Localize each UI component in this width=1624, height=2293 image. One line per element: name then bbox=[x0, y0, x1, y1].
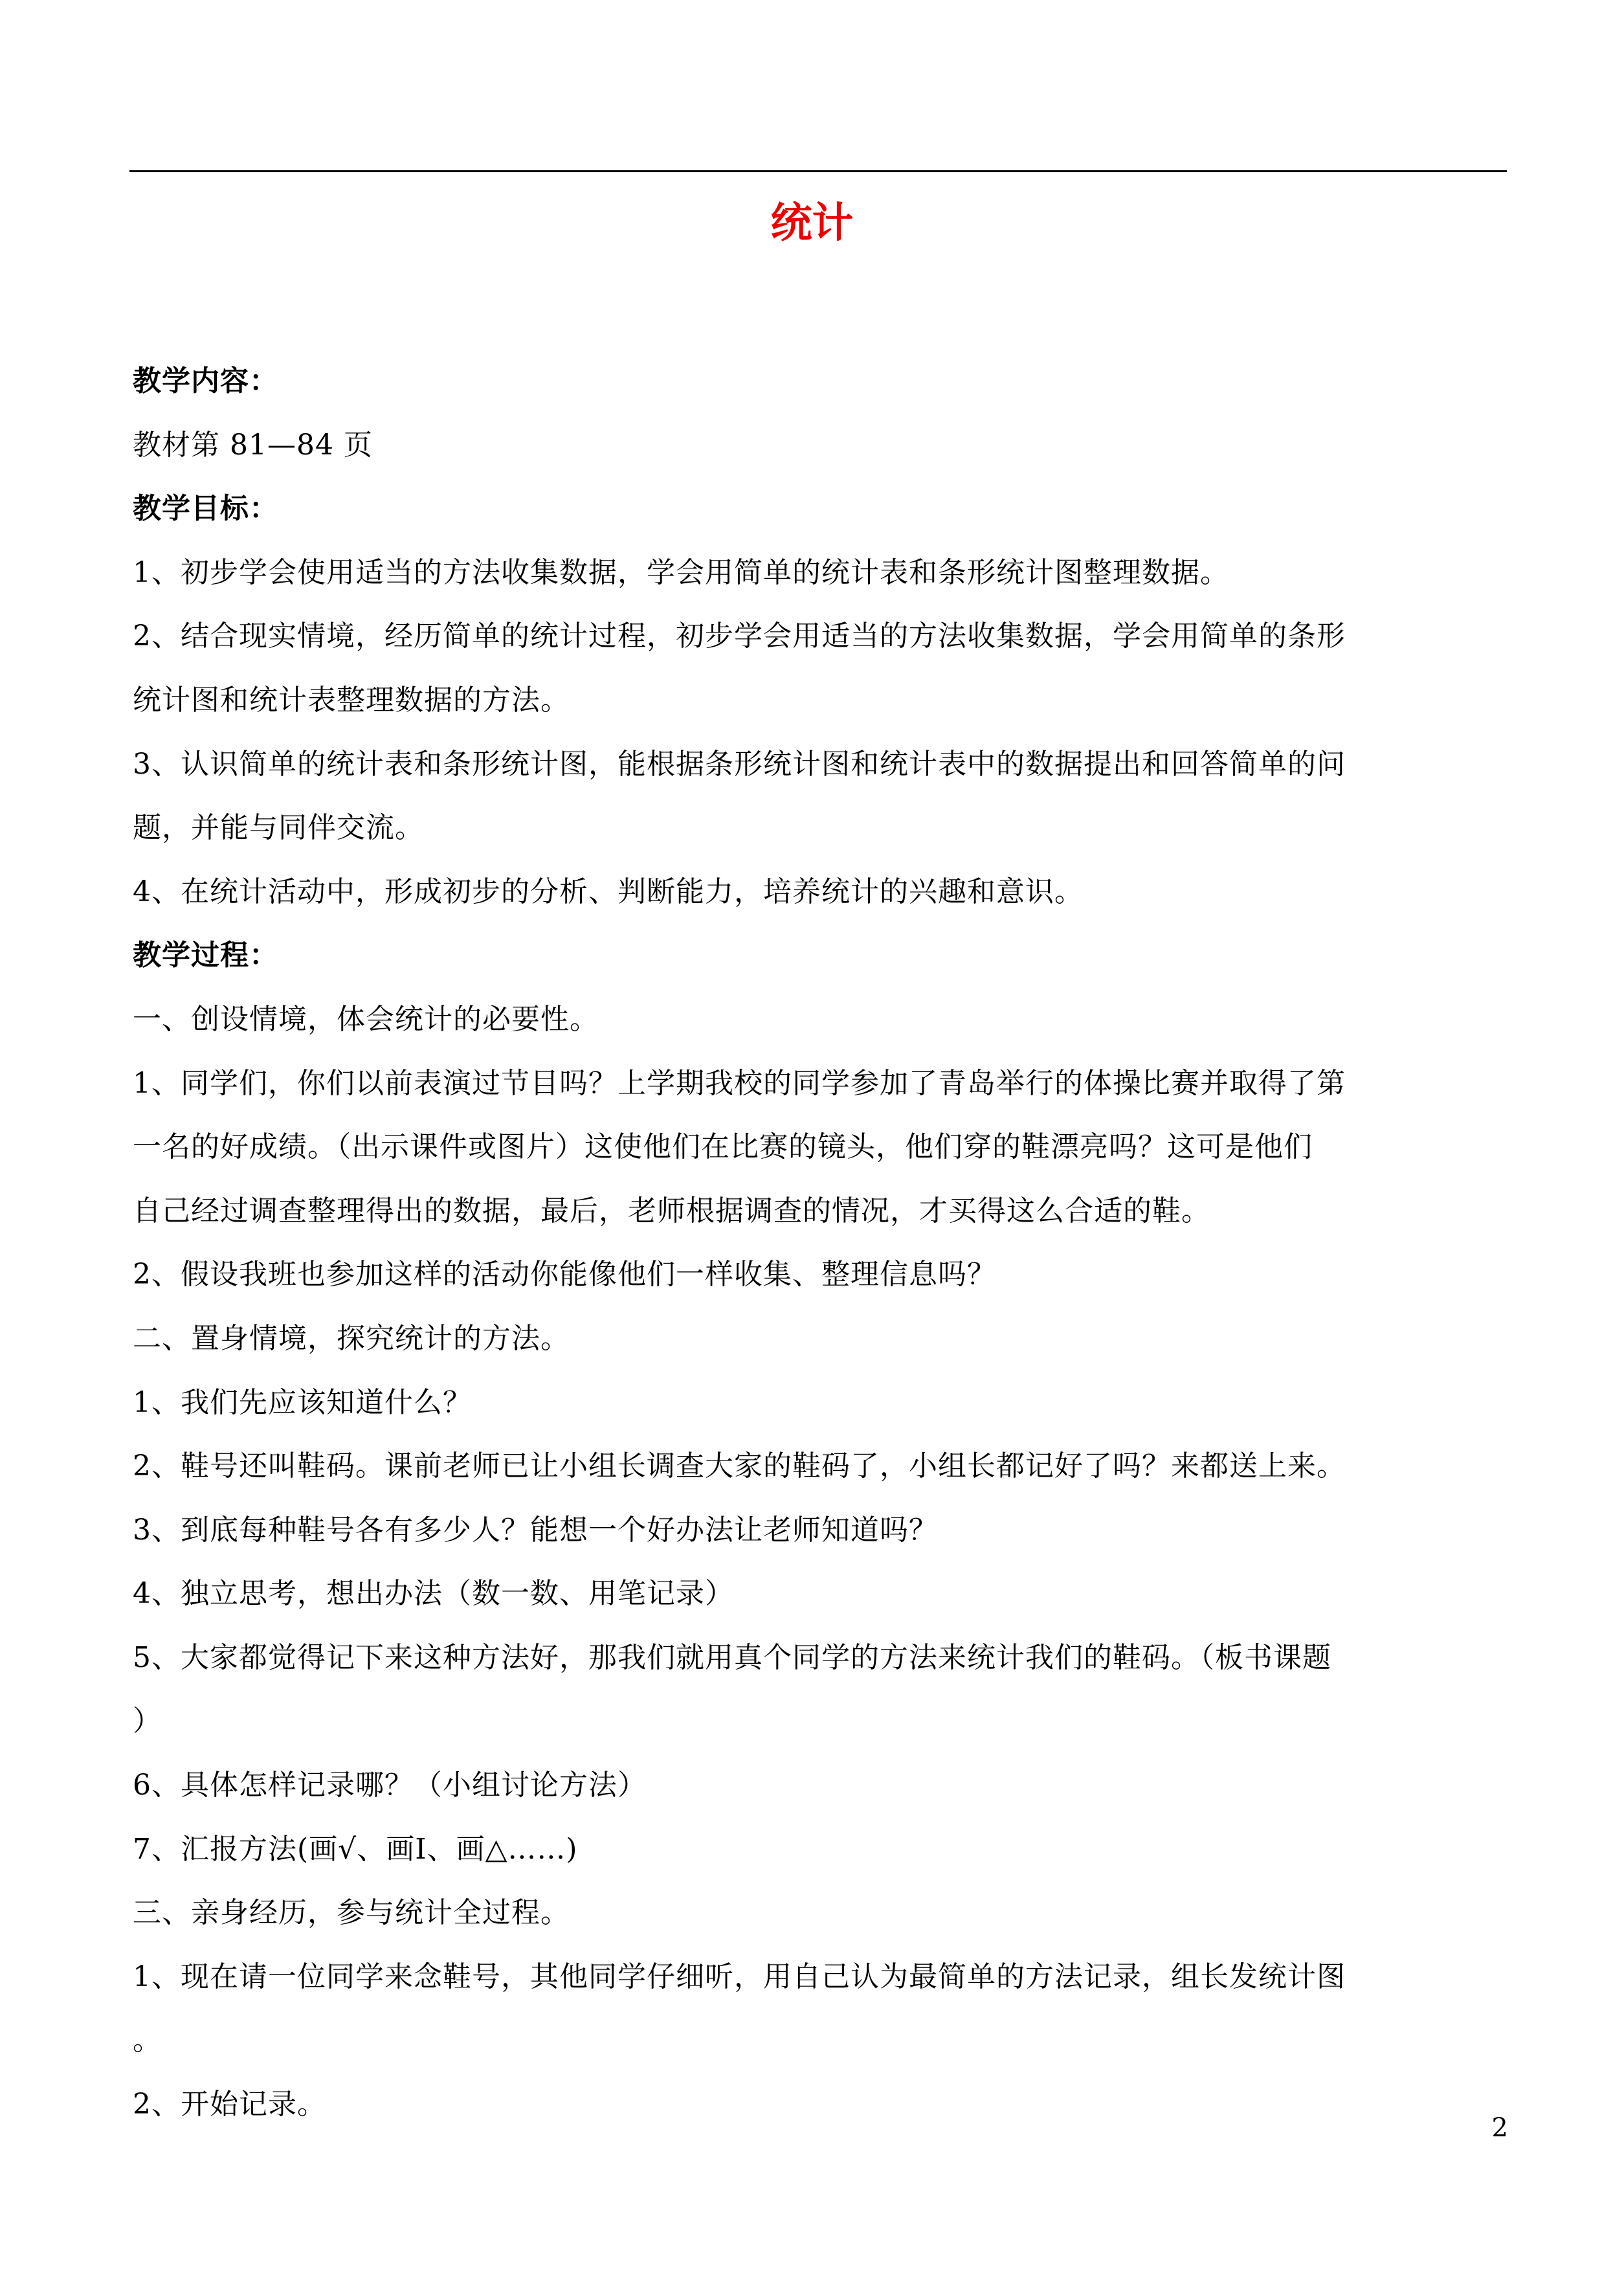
text-line: 自己经过调查整理得出的数据，最后，老师根据调查的情况，才买得这么合适的鞋。 bbox=[133, 1194, 1210, 1227]
text-line: 统计图和统计表整理数据的方法。 bbox=[133, 683, 570, 717]
text-line: 1、同学们，你们以前表演过节目吗？上学期我校的同学参加了青岛举行的体操比赛并取得了第 bbox=[133, 1066, 1346, 1100]
text-line: 6、具体怎样记录哪？（小组讨论方法） bbox=[133, 1769, 647, 1802]
text-line: 4、在统计活动中，形成初步的分析、判断能力，培养统计的兴趣和意识。 bbox=[133, 875, 1084, 908]
header-rule bbox=[129, 170, 1507, 172]
text-line: 二、置身情境，探究统计的方法。 bbox=[133, 1321, 570, 1355]
text-line: 一名的好成绩。（出示课件或图片）这使他们在比赛的镜头，他们穿的鞋漂亮吗？这可是他们 bbox=[133, 1130, 1313, 1164]
text-line: 7、汇报方法(画√、画Ⅰ、画△……) bbox=[133, 1832, 578, 1866]
section-heading-content: 教学内容： bbox=[133, 364, 278, 397]
text-line: ） bbox=[133, 1705, 162, 1738]
text-line: 2、开始记录。 bbox=[133, 2088, 326, 2121]
text-line: 2、结合现实情境，经历简单的统计过程，初步学会用适当的方法收集数据，学会用简单的条形 bbox=[133, 620, 1346, 653]
text-line: 一、创设情境，体会统计的必要性。 bbox=[133, 1002, 599, 1036]
text-line: 1、现在请一位同学来念鞋号，其他同学仔细听，用自己认为最简单的方法记录，组长发统计图 bbox=[133, 1960, 1346, 1993]
text-line: 1、初步学会使用适当的方法收集数据，学会用简单的统计表和条形统计图整理数据。 bbox=[133, 555, 1229, 589]
text-line: 教材第 81—84 页 bbox=[133, 428, 373, 462]
text-line: 4、独立思考，想出办法（数一数、用笔记录） bbox=[133, 1577, 734, 1611]
section-heading-objectives: 教学目标： bbox=[133, 492, 278, 526]
text-line: 3、到底每种鞋号各有多少人？能想一个好办法让老师知道吗？ bbox=[133, 1513, 938, 1547]
text-line: 3、认识简单的统计表和条形统计图，能根据条形统计图和统计表中的数据提出和回答简单的问 bbox=[133, 747, 1346, 781]
section-heading-process: 教学过程： bbox=[133, 939, 278, 972]
text-line: 2、鞋号还叫鞋码。课前老师已让小组长调查大家的鞋码了，小组长都记好了吗？来都送上来。 bbox=[133, 1449, 1346, 1483]
text-line: 2、假设我班也参加这样的活动你能像他们一样收集、整理信息吗？ bbox=[133, 1258, 996, 1292]
document-body bbox=[133, 350, 1511, 2137]
page-number: 2 bbox=[1491, 2113, 1508, 2143]
text-line: 三、亲身经历，参与统计全过程。 bbox=[133, 1896, 570, 1930]
text-line: 1、我们先应该知道什么？ bbox=[133, 1385, 472, 1419]
document-title: 统计 bbox=[770, 199, 854, 247]
text-line: 。 bbox=[133, 2024, 162, 2057]
text-line: 5、大家都觉得记下来这种方法好，那我们就用真个同学的方法来统计我们的鞋码。（板书课题 bbox=[133, 1640, 1331, 1674]
text-line: 题，并能与同伴交流。 bbox=[133, 811, 424, 845]
